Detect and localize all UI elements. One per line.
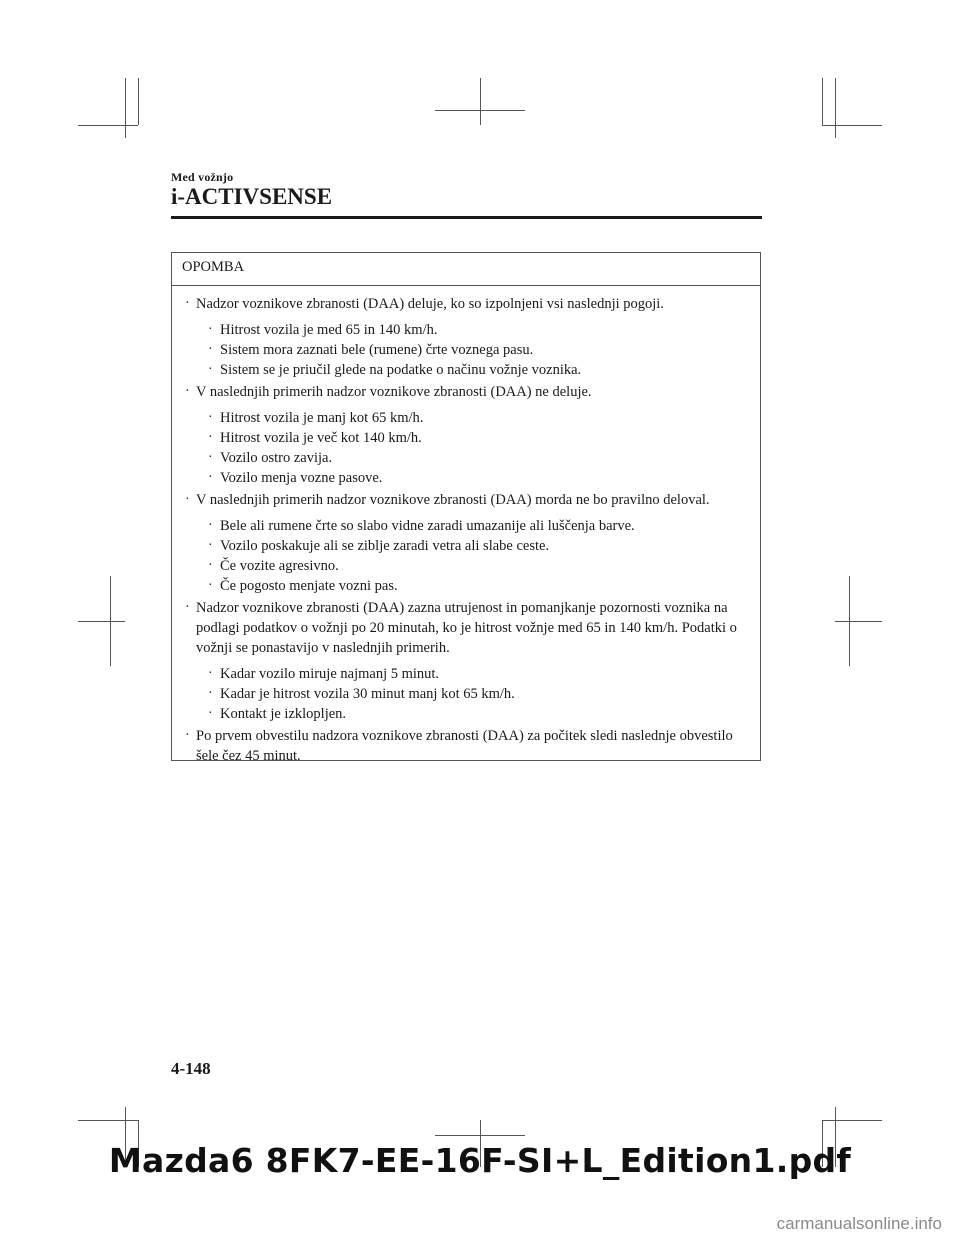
sub-list-item <box>208 536 752 556</box>
sub-list-item <box>208 556 752 576</box>
bullet-icon: · <box>208 342 213 357</box>
sub-list-item-text: Bele ali rumene črte so slabo vidne zaradi umazanije ali luščenja barve. <box>220 518 635 534</box>
sub-list <box>172 664 752 724</box>
bullet-icon: · <box>185 296 190 311</box>
bullet-icon: · <box>185 600 190 615</box>
bullet-icon: · <box>208 470 213 485</box>
sub-list-item <box>208 320 752 340</box>
crop-mark <box>138 78 139 125</box>
crop-mark <box>822 78 823 125</box>
bullet-icon: · <box>185 728 190 743</box>
list-item <box>172 726 752 766</box>
crop-mark <box>110 576 111 666</box>
sub-list-item-text: Kontakt je izklopljen. <box>220 706 347 722</box>
title-rule <box>171 216 762 219</box>
list-item-text: V naslednjih primerih nadzor voznikove zbranosti (DAA) ne deluje. <box>196 384 592 400</box>
bullet-icon: · <box>208 322 213 337</box>
bullet-icon: · <box>208 558 213 573</box>
sub-list-item <box>208 428 752 448</box>
sub-list-item <box>208 340 752 360</box>
crop-mark <box>78 1120 138 1121</box>
crop-mark <box>849 576 850 666</box>
sub-list-item-text: Kadar je hitrost vozila 30 minut manj kot 65 km/h. <box>220 686 515 702</box>
sub-list-item-text: Če vozite agresivno. <box>220 558 339 574</box>
crop-mark <box>835 621 882 622</box>
note-heading: OPOMBA <box>172 253 760 286</box>
list-item <box>172 382 752 402</box>
note-box <box>171 252 761 764</box>
bullet-icon: · <box>208 706 213 721</box>
list-item-text: Nadzor voznikove zbranosti (DAA) zazna utrujenost in pomanjkanje pozornosti voznika na podlagi podatkov o vožnji po 20 minutah, ko je hitrost vožnje med 65 in 140 km/h. Podatki o vožnji se ponastavijo v naslednjih primerih. <box>196 600 737 656</box>
crop-mark <box>78 125 138 126</box>
sub-list-item <box>208 448 752 468</box>
crop-mark <box>835 78 836 138</box>
sub-list-item-text: Hitrost vozila je manj kot 65 km/h. <box>220 410 424 426</box>
bullet-icon: · <box>208 538 213 553</box>
sub-list <box>172 408 752 488</box>
bullet-icon: · <box>208 686 213 701</box>
list-item-text: Po prvem obvestilu nadzora voznikove zbranosti (DAA) za počitek sledi naslednje obvestilo šele čez 45 minut. <box>196 728 733 764</box>
bullet-icon: · <box>208 450 213 465</box>
crop-mark <box>822 1120 882 1121</box>
crop-mark <box>822 125 882 126</box>
sub-list-item <box>208 360 752 380</box>
sub-list-item-text: Kadar vozilo miruje najmanj 5 minut. <box>220 666 440 682</box>
bullet-icon: · <box>208 410 213 425</box>
bullet-icon: · <box>185 384 190 399</box>
bullet-icon: · <box>208 666 213 681</box>
sub-list-item-text: Hitrost vozila je več kot 140 km/h. <box>220 430 422 446</box>
list-item-text: Nadzor voznikove zbranosti (DAA) deluje, ko so izpolnjeni vsi naslednji pogoji. <box>196 296 664 312</box>
list-item-text: V naslednjih primerih nadzor voznikove zbranosti (DAA) morda ne bo pravilno deloval. <box>196 492 710 508</box>
list-item <box>172 598 752 658</box>
sub-list-item-text: Sistem mora zaznati bele (rumene) črte voznega pasu. <box>220 342 534 358</box>
sub-list-item-text: Vozilo menja vozne pasove. <box>220 470 383 486</box>
sub-list <box>172 516 752 596</box>
crop-mark <box>125 78 126 138</box>
sub-list-item-text: Vozilo poskakuje ali se ziblje zaradi vetra ali slabe ceste. <box>220 538 550 554</box>
sub-list-item <box>208 516 752 536</box>
watermark: carmanualsonline.info <box>776 1214 942 1233</box>
sub-list-item <box>208 468 752 488</box>
sub-list-item <box>208 684 752 704</box>
list-item <box>172 294 752 314</box>
note-body <box>172 286 760 766</box>
sub-list-item <box>208 408 752 428</box>
sub-list-item <box>208 576 752 596</box>
section-title: i-ACTIVSENSE <box>171 184 333 209</box>
crop-mark <box>78 621 125 622</box>
sub-list-item-text: Vozilo ostro zavija. <box>220 450 333 466</box>
sub-list <box>172 320 752 380</box>
page-number: 4-148 <box>171 1059 211 1078</box>
sub-list-item-text: Hitrost vozila je med 65 in 140 km/h. <box>220 322 438 338</box>
bullet-icon: · <box>185 492 190 507</box>
bullet-icon: · <box>208 362 213 377</box>
list-item <box>172 490 752 510</box>
sub-list-item-text: Sistem se je priučil glede na podatke o načinu vožnje voznika. <box>220 362 582 378</box>
crop-mark <box>480 78 481 125</box>
bullet-icon: · <box>208 578 213 593</box>
sub-list-item-text: Če pogosto menjate vozni pas. <box>220 578 398 594</box>
sub-list-item <box>208 664 752 684</box>
bullet-icon: · <box>208 430 213 445</box>
footer-file-name: Mazda6 8FK7-EE-16F-SI+L_Edition1.pdf <box>108 1141 852 1180</box>
bullet-icon: · <box>208 518 213 533</box>
sub-list-item <box>208 704 752 724</box>
section-kicker: Med vožnjo <box>171 170 234 184</box>
